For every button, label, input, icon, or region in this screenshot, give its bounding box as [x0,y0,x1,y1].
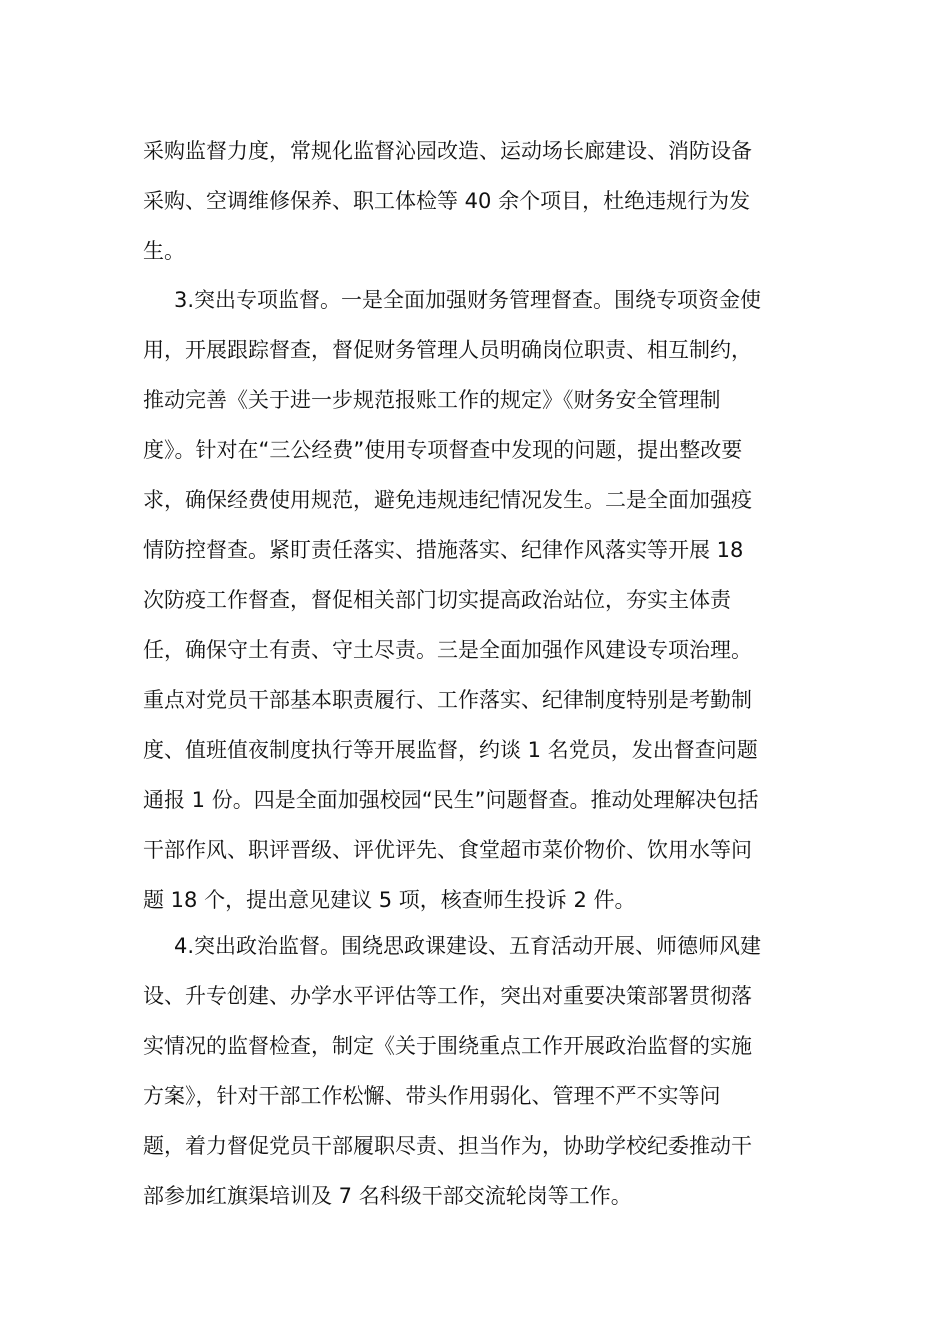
paragraph-political-supervision [143,921,808,1221]
paragraph-procurement-continuation [143,126,808,276]
paragraph-special-supervision [143,275,808,925]
text-line: 题，着力督促党员干部履职尽责、担当作为，协助学校纪委推动干 [143,1134,752,1158]
text-line: 次防疫工作督查，督促相关部门切实提高政治站位，夯实主体责 [143,588,731,612]
text-line: 干部作风、职评晋级、评优评先、食堂超市菜价物价、饮用水等问 [143,838,752,862]
text-line: 采购、空调维修保养、职工体检等 40 余个项目，杜绝违规行为发 [143,189,751,213]
text-line: 情防控督查。紧盯责任落实、措施落实、纪律作风落实等开展 18 [143,538,744,562]
text-line: 部参加红旗渠培训及 7 名科级干部交流轮岗等工作。 [143,1184,632,1208]
text-line: 任，确保守土有责、守土尽责。三是全面加强作风建设专项治理。 [143,638,752,662]
text-line: 通报 1 份。四是全面加强校园“民生”问题督查。推动处理解决包括 [143,788,759,812]
text-line: 推动完善《关于进一步规范报账工作的规定》《财务安全管理制 [143,388,721,412]
text-line: 重点对党员干部基本职责履行、工作落实、纪律制度特别是考勤制 [143,688,752,712]
text-line: 生。 [143,239,185,263]
text-line: 3.突出专项监督。一是全面加强财务管理督查。围绕专项资金使 [174,288,762,312]
text-line: 求，确保经费使用规范，避免违规违纪情况发生。二是全面加强疫 [143,488,752,512]
text-line: 实情况的监督检查，制定《关于围绕重点工作开展政治监督的实施 [143,1034,752,1058]
text-line: 用，开展跟踪督查，督促财务管理人员明确岗位职责、相互制约， [143,338,752,362]
text-line: 采购监督力度，常规化监督沁园改造、运动场长廊建设、消防设备 [143,139,752,163]
text-line: 4.突出政治监督。围绕思政课建设、五育活动开展、师德师风建 [174,934,762,958]
text-line: 度、值班值夜制度执行等开展监督，约谈 1 名党员，发出督查问题 [143,738,758,762]
text-line: 设、升专创建、办学水平评估等工作，突出对重要决策部署贯彻落 [143,984,752,1008]
text-line: 度》。针对在“三公经费”使用专项督查中发现的问题，提出整改要 [143,438,743,462]
text-line: 方案》，针对干部工作松懈、带头作用弱化、管理不严不实等问 [143,1084,721,1108]
text-line: 题 18 个，提出意见建议 5 项，核查师生投诉 2 件。 [143,888,636,912]
